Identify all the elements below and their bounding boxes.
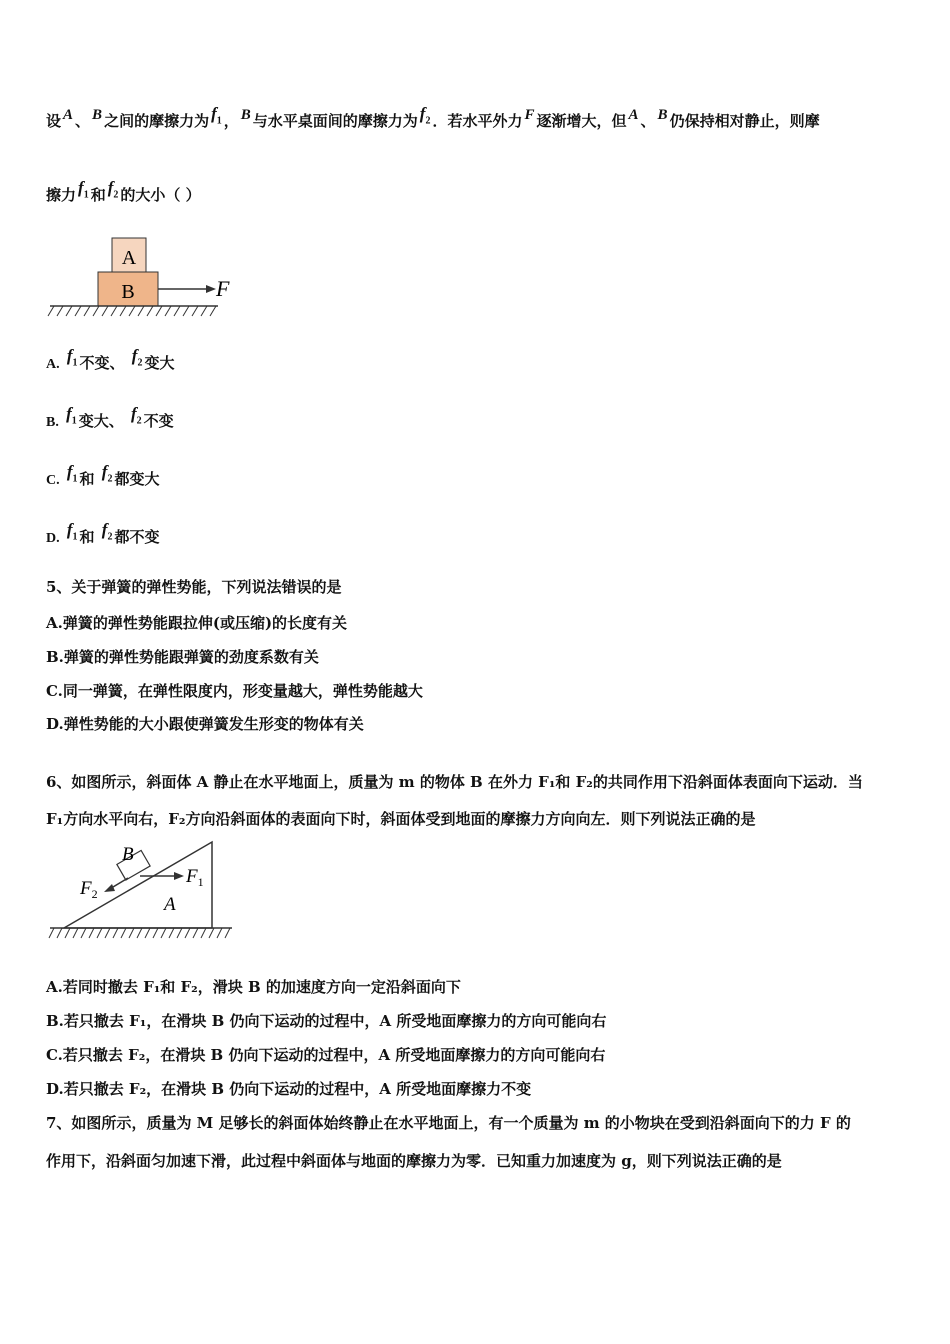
q5-option-c[interactable]: C.同一弹簧，在弹性限度内，形变量越大，弹性势能越大 xyxy=(46,682,423,700)
q6-option-a[interactable]: A.若同时撤去 F₁和 F₂，滑块 B 的加速度方向一定沿斜面向下 xyxy=(46,978,461,996)
text: 之间的摩擦力为 xyxy=(104,112,210,130)
var-f2: $f_2$ xyxy=(131,404,142,427)
q4-figure xyxy=(46,234,246,324)
var-force: F xyxy=(524,107,535,123)
text: 仍保持相对静止，则摩 xyxy=(669,112,820,130)
q4-option-b[interactable]: B. $f_1$ 变大、 $f_2$ 不变 xyxy=(46,404,174,430)
ground-hatch xyxy=(48,306,216,316)
q5-stem: 5、关于弹簧的弹性势能，下列说法错误的是 xyxy=(46,578,342,596)
ground-hatch xyxy=(49,928,230,938)
force-label: F xyxy=(216,276,230,301)
q4-stem-line2 xyxy=(46,178,910,207)
q6-option-c[interactable]: C.若只撤去 F₂，在滑块 B 仍向下运动的过程中，A 所受地面摩擦力的方向可能向右 xyxy=(46,1046,606,1064)
force-arrowhead xyxy=(206,285,216,293)
var-f1: $f_1$ xyxy=(66,404,77,427)
var-b: B xyxy=(92,107,103,123)
q5-option-a[interactable]: A.弹簧的弹性势能跟拉伸(或压缩)的长度有关 xyxy=(46,614,348,632)
var-a: A xyxy=(63,107,74,123)
q6-figure xyxy=(46,838,246,948)
text: ， xyxy=(223,112,239,130)
q7-stem-line1: 7、如图所示，质量为 M 足够长的斜面体始终静止在水平地面上，有一个质量为 m 的小物块在受到沿斜面向下的力 F 的 xyxy=(46,1114,851,1132)
var-f1: $f_1$ xyxy=(66,346,78,369)
text: ．若水平外力 xyxy=(432,112,523,130)
text: 的大小（ ） xyxy=(120,186,201,204)
block-b-label: B xyxy=(121,281,135,303)
text: 和 xyxy=(90,186,106,204)
var-f2: $f_2$ xyxy=(131,346,143,369)
block-b-label: B xyxy=(122,844,134,865)
q4-option-a[interactable]: A. $f_1$ 不变、 $f_2$ 变大 xyxy=(46,346,175,372)
var-b: B xyxy=(657,107,668,123)
f1-label: $F_1$ xyxy=(186,866,204,889)
text: 、 xyxy=(640,112,656,130)
f2-label: $F_2$ xyxy=(80,878,98,901)
q5-option-b[interactable]: B.弹簧的弹性势能跟弹簧的劲度系数有关 xyxy=(46,648,319,666)
text: 、 xyxy=(75,112,91,130)
var-f1: $f_1$ xyxy=(66,520,78,543)
text: 设 xyxy=(46,112,62,130)
var-f2: $f_2$ xyxy=(419,104,431,127)
var-f2: $f_2$ xyxy=(101,462,113,485)
wedge-label: A xyxy=(164,894,176,915)
q5-option-d[interactable]: D.弹性势能的大小跟使弹簧发生形变的物体有关 xyxy=(46,715,364,733)
var-f2: $f_2$ xyxy=(107,178,119,201)
q7-stem-line2: 作用下，沿斜面匀加速下滑，此过程中斜面体与地面的摩擦力为零．已知重力加速度为 g，则下列说法正确的是 xyxy=(46,1152,782,1170)
f1-arrowhead xyxy=(174,872,184,880)
var-f1: $f_1$ xyxy=(78,178,89,201)
var-f1: $f_1$ xyxy=(211,104,222,127)
q6-option-b[interactable]: B.若只撤去 F₁，在滑块 B 仍向下运动的过程中，A 所受地面摩擦力的方向可能向右 xyxy=(46,1012,607,1030)
var-b: B xyxy=(240,107,251,123)
block-a-label: A xyxy=(121,247,137,269)
var-f1: $f_1$ xyxy=(66,462,78,485)
q6-stem-line1: 6、如图所示，斜面体 A 静止在水平地面上，质量为 m 的物体 B 在外力 F₁和 F₂的共同作用下沿斜面体表面向下运动．当 xyxy=(46,773,863,791)
q4-option-c[interactable]: C. $f_1$ 和 $f_2$ 都变大 xyxy=(46,462,160,488)
text: 逐渐增大，但 xyxy=(536,112,627,130)
q4-stem-line1 xyxy=(46,104,910,133)
q4-option-d[interactable]: D. $f_1$ 和 $f_2$ 都不变 xyxy=(46,520,160,546)
text: 与水平桌面间的摩擦力为 xyxy=(252,112,418,130)
text: 擦力 xyxy=(46,186,77,204)
var-a: A xyxy=(628,107,639,123)
var-f2: $f_2$ xyxy=(101,520,113,543)
q6-option-d[interactable]: D.若只撤去 F₂，在滑块 B 仍向下运动的过程中，A 所受地面摩擦力不变 xyxy=(46,1080,532,1098)
f2-arrowhead xyxy=(104,884,115,892)
q6-stem-line2: F₁方向水平向右，F₂方向沿斜面体的表面向下时，斜面体受到地面的摩擦力方向向左．则下列说法正确的是 xyxy=(46,810,756,828)
